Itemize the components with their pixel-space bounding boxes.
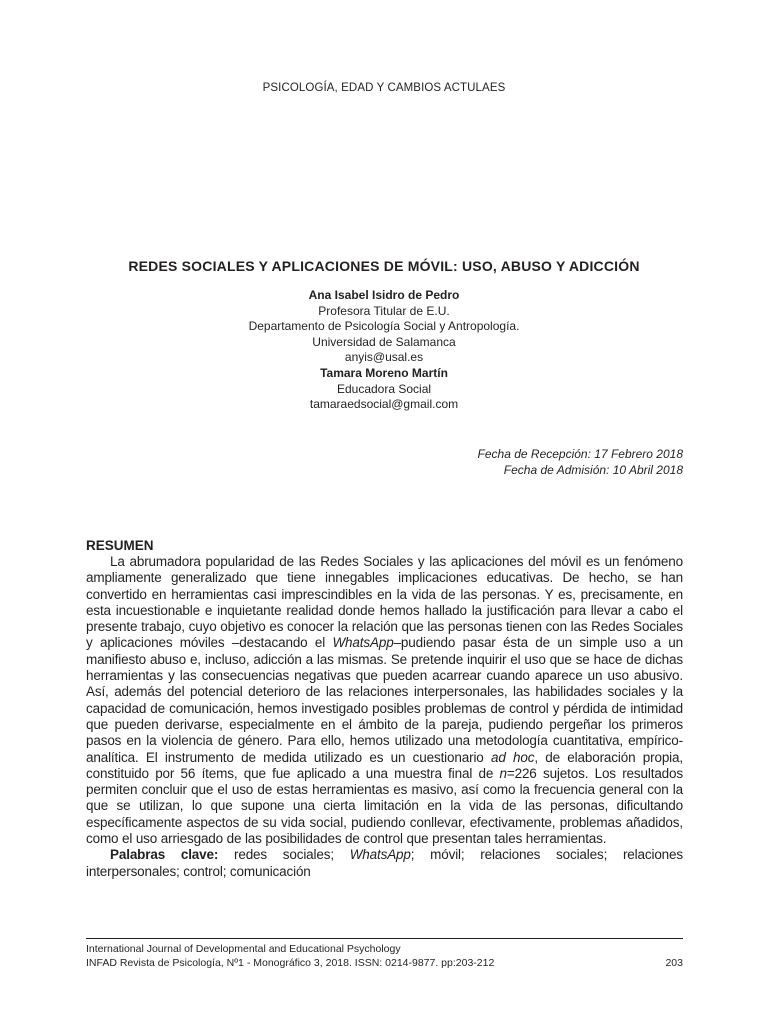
submission-dates <box>478 446 683 478</box>
abstract-text-1: La abrumadora popularidad de las Redes Sociales y las aplicaciones del móvil es un fenómeno ampliamente generalizado que tiene innegables implicaciones educativas. De hecho, se han convertido en herramientas casi imprescindibles en la vida de las personas. Y es, precisamente, en esta incuestionable e inquietante realidad donde hemos hallado la justificación para llevar a cabo el presente trabajo, cuyo objetivo es conocer la relación que las personas tienen con las Redes Sociales y aplicaciones móviles –destacando el <box>86 554 683 651</box>
author-block <box>0 288 768 413</box>
abstract-italic-n: n <box>499 765 507 781</box>
author-1-position: Profesora Titular de E.U. <box>318 303 450 318</box>
article-title: REDES SOCIALES Y APLICACIONES DE MÓVIL: USO, ABUSO Y ADICCIÓN <box>128 258 640 274</box>
abstract-text-2: –pudiendo pasar ésta de un simple uso a un manifiesto abuso e, incluso, adicción a las mismas. Se pretende inquirir el uso que se hace de dichas herramientas y las consecuencias negativas que pueden acarrear cuando aparece un uso abusivo. Así, además del potencial deterioro de las relaciones interpersonales, las habilidades sociales y la capacidad de comunicación, hemos investigado posibles problemas de control y pérdida de intimidad que pueden derivarse, especialmente en el ámbito de la pareja, pudiendo pergeñar los primeros pasos en la violencia de género. Para ello, hemos utilizado una metodología cuantitativa, empírico-analítica. El instrumento de medida utilizado es un cuestionario <box>86 635 683 765</box>
author-2-name: Tamara Moreno Martín <box>320 365 448 380</box>
author-1-department: Departamento de Psicología Social y Antropología. <box>248 319 520 334</box>
footer-journal: International Journal of Developmental and Educational Psychology <box>86 943 401 955</box>
abstract-text-4: =226 sujetos. Los resultados permiten concluir que el uso de estas herramientas es masivo, así como la frecuencia general con la que se utilizan, lo que supone una cierta limitación en la vida de las personas, dificultando específicamente aspectos de su vida social, pudiendo conllevar, efectivamente, problemas añadidos, como el uso arriesgado de las posibilidades de control que presentan tales herramientas. <box>86 765 683 847</box>
abstract-section <box>86 538 683 880</box>
keywords <box>86 847 683 880</box>
page-number: 203 <box>665 957 683 969</box>
page-footer <box>86 942 683 970</box>
footer-rule <box>86 938 683 939</box>
footer-citation: INFAD Revista de Psicología, Nº1 - Monográfico 3, 2018. ISSN: 0214-9877. pp:203-212 <box>86 957 495 969</box>
keywords-italic-whatsapp: WhatsApp <box>349 847 411 863</box>
author-1-email: anyis@usal.es <box>344 350 424 365</box>
author-1-name: Ana Isabel Isidro de Pedro <box>308 288 460 302</box>
abstract-heading: RESUMEN <box>86 538 154 553</box>
keywords-text-2: ; móvil; relaciones sociales; relaciones interpersonales; control; comunicación <box>86 847 683 879</box>
abstract-italic-whatsapp: WhatsApp <box>332 635 394 651</box>
author-2-email: tamaraedsocial@gmail.com <box>309 397 459 412</box>
admitted-date: Fecha de Admisión: 10 Abril 2018 <box>503 463 683 477</box>
running-header: PSICOLOGÍA, EDAD Y CAMBIOS ACTULAES <box>262 82 506 94</box>
keywords-text-1: redes sociales; <box>218 847 350 863</box>
abstract-italic-adhoc: ad hoc <box>490 749 535 765</box>
author-1-university: Universidad de Salamanca <box>312 334 456 349</box>
keywords-label: Palabras clave: <box>110 847 219 863</box>
author-2-position: Educadora Social <box>336 381 432 396</box>
abstract-body <box>86 554 683 847</box>
received-date: Fecha de Recepción: 17 Febrero 2018 <box>477 447 683 461</box>
abstract-text-3: , de elaboración propia, constituido por 56 ítems, que fue aplicado a una muestra final de <box>86 749 683 781</box>
